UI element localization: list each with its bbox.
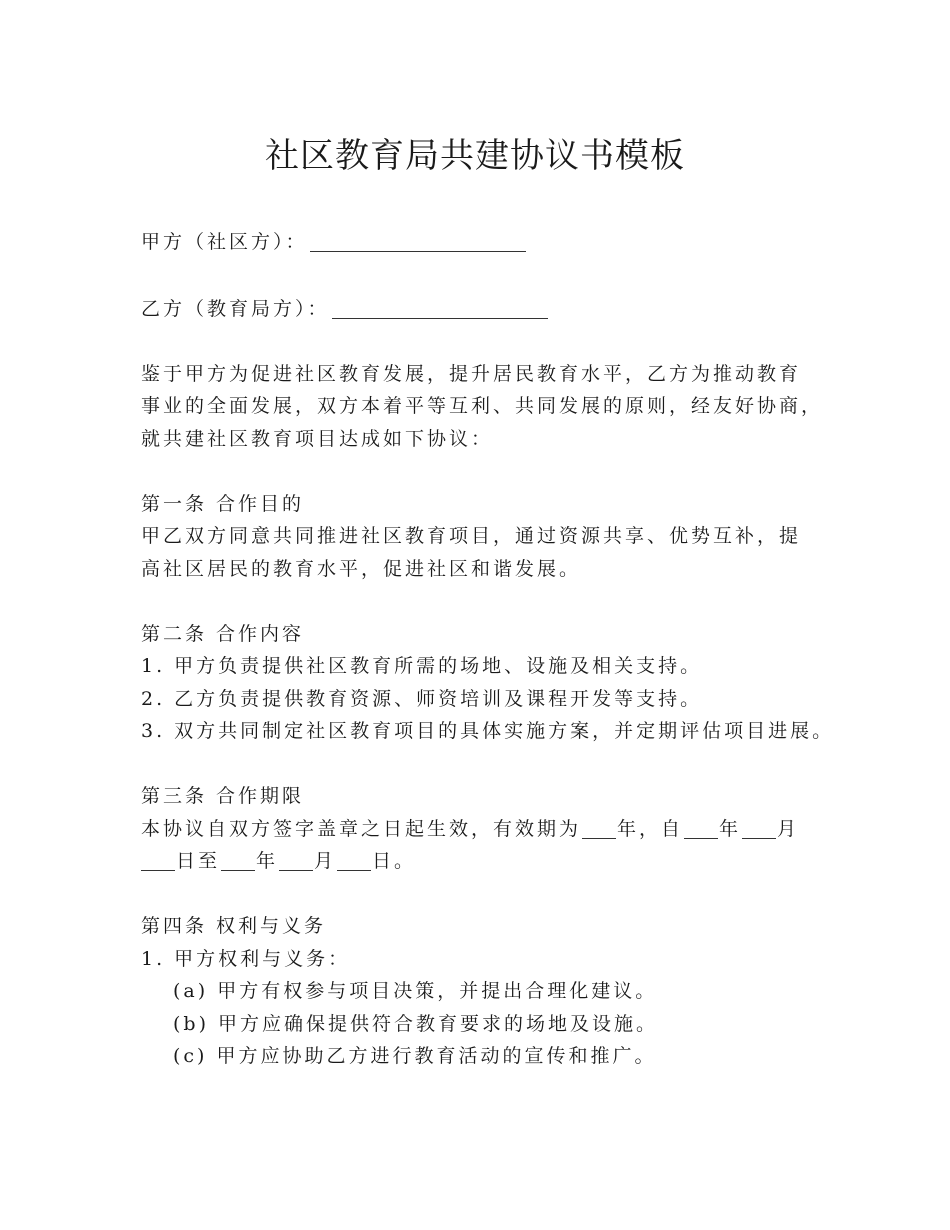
article-4-subitem-a: (a) 甲方有权参与项目决策，并提出合理化建议。	[173, 980, 658, 1002]
article-3-text: 年	[256, 850, 279, 872]
article-1-heading: 第一条 合作目的	[141, 492, 305, 515]
article-2-item-1: 1. 甲方负责提供社区教育所需的场地、设施及相关支持。	[141, 655, 703, 677]
article-3-text: 年，自	[617, 817, 684, 840]
article-4-item-1: 1. 甲方权利与义务：	[141, 947, 351, 970]
end-day-blank[interactable]	[337, 850, 371, 871]
article-3-text: 月	[314, 850, 337, 872]
article-3-line-1	[141, 813, 841, 846]
party-b-line	[141, 293, 841, 326]
article-3-text: 年	[719, 817, 742, 840]
article-4-subitem-b: (b) 甲方应确保提供符合教育要求的场地及设施。	[173, 1012, 659, 1035]
article-3-text: 日。	[372, 850, 417, 872]
end-year-blank[interactable]	[221, 850, 255, 871]
document-body	[141, 226, 841, 1073]
party-a-label: 甲方（社区方）：	[141, 231, 308, 253]
article-1-line-1: 甲乙双方同意共同推进社区教育项目，通过资源共享、优势互补，提	[141, 525, 802, 547]
end-month-blank[interactable]	[279, 850, 313, 871]
article-3-text: 月	[777, 817, 800, 840]
preamble-line-3: 就共建社区教育项目达成如下协议：	[141, 427, 494, 450]
party-b-blank[interactable]	[332, 298, 548, 319]
party-a-line	[141, 226, 841, 259]
article-2-item-3: 3. 双方共同制定社区教育项目的具体实施方案，并定期评估项目进展。	[141, 720, 835, 742]
article-4-heading: 第四条 权利与义务	[141, 915, 327, 937]
document-title: 社区教育局共建协议书模板	[265, 136, 685, 176]
article-2-heading: 第二条 合作内容	[141, 622, 305, 645]
start-day-blank[interactable]	[141, 850, 175, 871]
party-a-blank[interactable]	[310, 231, 526, 252]
party-b-label: 乙方（教育局方）：	[141, 297, 330, 320]
article-3-text: 本协议自双方签字盖章之日起生效，有效期为	[141, 817, 582, 840]
years-blank[interactable]	[582, 818, 616, 839]
preamble-line-2: 事业的全面发展，双方本着平等互利、共同发展的原则，经友好协商，	[141, 395, 824, 417]
article-3-heading: 第三条 合作期限	[141, 785, 305, 807]
preamble-line-1: 鉴于甲方为促进社区教育发展，提升居民教育水平，乙方为推动教育	[141, 362, 802, 385]
article-3-line-2	[141, 845, 841, 878]
article-3-text: 日至	[176, 850, 221, 872]
start-year-blank[interactable]	[684, 818, 718, 839]
article-1-line-2: 高社区居民的教育水平，促进社区和谐发展。	[141, 557, 582, 580]
article-4-subitem-c: (c) 甲方应协助乙方进行教育活动的宣传和推广。	[173, 1045, 657, 1067]
start-month-blank[interactable]	[742, 818, 776, 839]
article-2-item-2: 2. 乙方负责提供教育资源、师资培训及课程开发等支持。	[141, 687, 703, 710]
